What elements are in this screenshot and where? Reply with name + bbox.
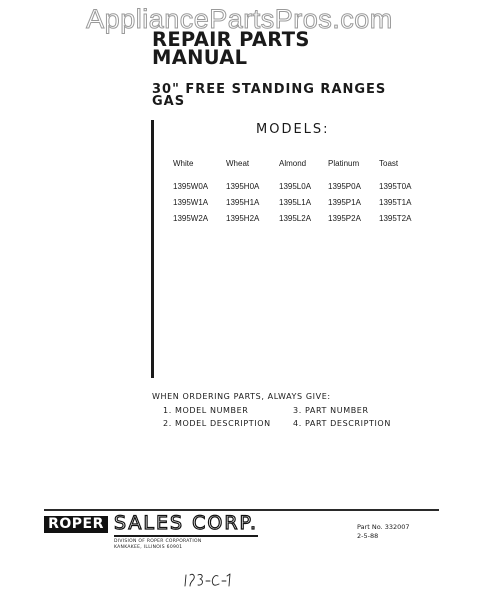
model-number: 1395P2A [328, 213, 361, 223]
model-number: 1395T2A [379, 213, 412, 223]
model-number: 1395L2A [279, 213, 312, 223]
model-number: 1395P0A [328, 181, 361, 191]
column-header-platinum: Platinum [328, 158, 360, 168]
model-number: 1395W2A [173, 213, 209, 223]
model-number: 1395H0A [226, 181, 260, 191]
model-number: 1395L0A [279, 181, 312, 191]
model-number: 1395H2A [226, 213, 260, 223]
roper-logo: ROPER [44, 516, 108, 533]
division-line-1: DIVISION OF ROPER CORPORATION [114, 539, 202, 544]
vertical-rule [151, 120, 154, 378]
table-row [173, 194, 429, 210]
model-number: 1395T0A [379, 181, 412, 191]
model-number: 1395L1A [279, 197, 312, 207]
column-header-wheat: Wheat [226, 158, 250, 168]
division-address [114, 539, 202, 551]
sales-corp-logo: SALES CORP. [114, 512, 259, 534]
subtitle-line-2: GAS [152, 94, 186, 109]
table-row [173, 178, 429, 194]
sales-corp-underline [114, 535, 258, 537]
ordering-item-part-number: 3. PART NUMBER [293, 406, 369, 415]
title-line-2: MANUAL [152, 46, 248, 69]
ordering-heading: WHEN ORDERING PARTS, ALWAYS GIVE: [152, 392, 331, 401]
footer-divider [44, 509, 439, 511]
print-date: 2-5-88 [357, 532, 379, 540]
models-heading: MODELS: [256, 122, 330, 137]
ordering-item-model-number: 1. MODEL NUMBER [163, 406, 249, 415]
model-number: 1395T1A [379, 197, 412, 207]
model-number: 1395H1A [226, 197, 260, 207]
models-header-row [173, 158, 429, 178]
column-header-almond: Almond [279, 158, 307, 168]
ordering-item-model-description: 2. MODEL DESCRIPTION [163, 419, 271, 428]
model-number: 1395W1A [173, 197, 209, 207]
page-subtitle [152, 84, 386, 108]
part-number-block [357, 523, 410, 541]
page-title [152, 28, 310, 69]
part-number: Part No. 332007 [357, 523, 410, 531]
model-number: 1395W0A [173, 181, 209, 191]
ordering-item-part-description: 4. PART DESCRIPTION [293, 419, 391, 428]
table-row [173, 210, 429, 226]
title-line-1: REPAIR PARTS [152, 28, 310, 51]
models-table [173, 158, 429, 226]
subtitle-line-1: 30" FREE STANDING RANGES [152, 82, 387, 97]
column-header-toast: Toast [379, 158, 399, 168]
model-number: 1395P1A [328, 197, 361, 207]
watermark: AppliancePartsPros.com [86, 4, 393, 34]
column-header-white: White [173, 158, 194, 168]
division-line-2: KANKAKEE, ILLINOIS 60901 [114, 545, 183, 550]
